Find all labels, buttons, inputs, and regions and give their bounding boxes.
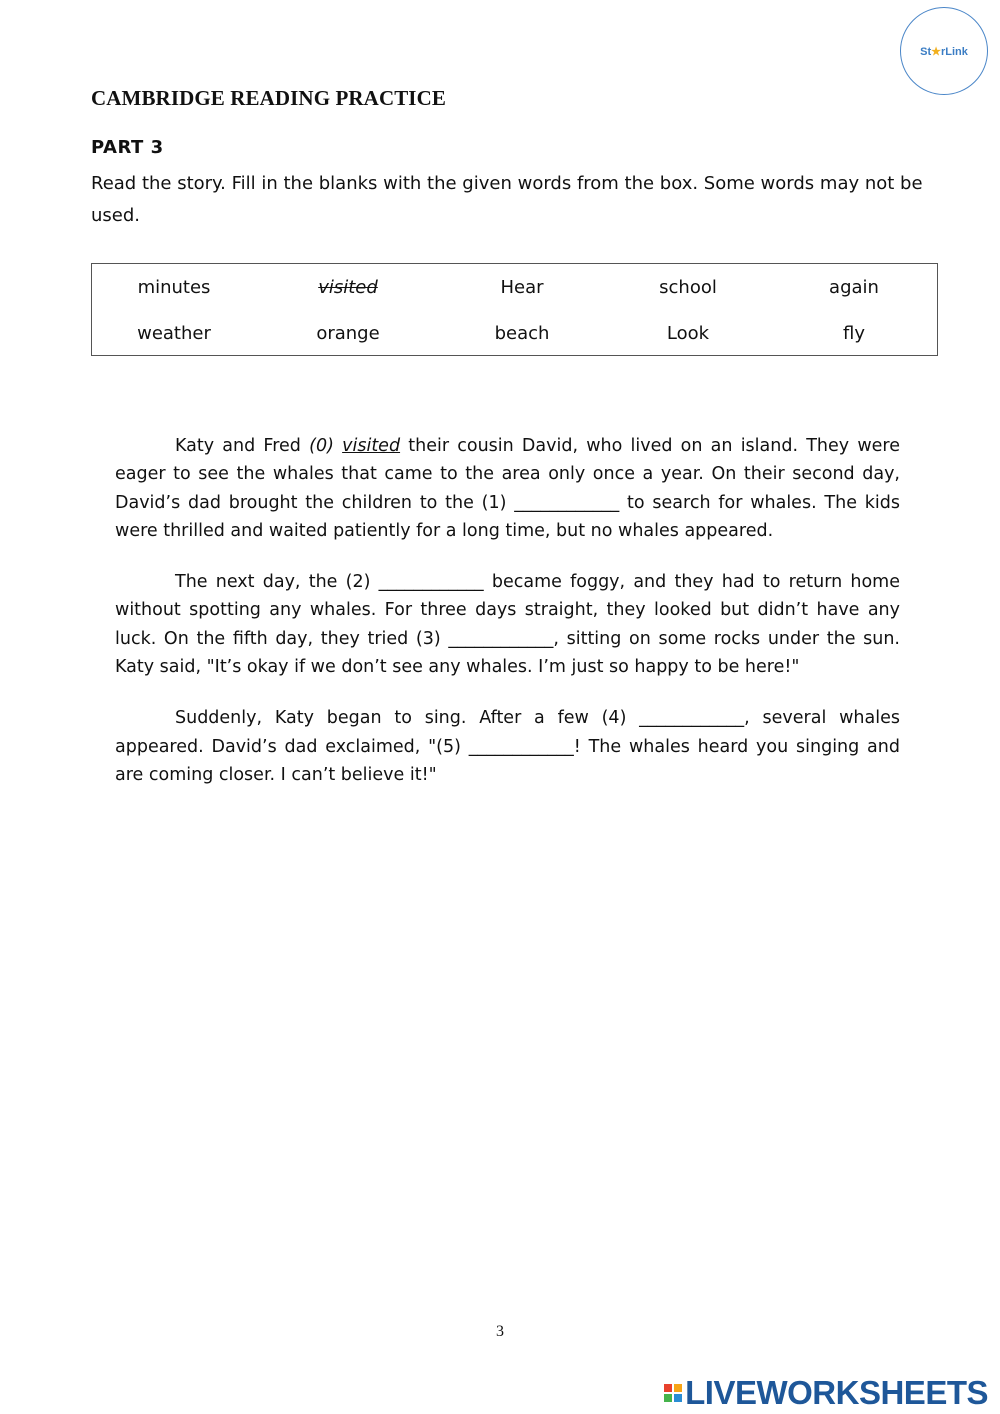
word-option: weather [137, 323, 211, 344]
icon-square [664, 1384, 672, 1392]
document-title: CAMBRIDGE READING PRACTICE [91, 86, 446, 110]
story-paragraph-2: The next day, the (2) ____________ became foggy, and they had to return home without spotting any whales. For three days straight, they looked but didn’t have any luck. On the fifth day, they tried (3) ____________, sitting on some rocks under the sun. Katy said, "It’s okay if we don’t see any whales. I’m just so happy to be here!" [115, 572, 900, 678]
word-row-1 [92, 273, 937, 303]
word-option: Look [666, 323, 710, 344]
star-icon: ★ [931, 45, 941, 58]
part-label: PART 3 [91, 137, 164, 158]
word-option: orange [316, 323, 380, 344]
starlink-logo-text: St★rLink [920, 45, 968, 58]
story [115, 432, 900, 812]
word-option-crossed-example: visited [318, 277, 378, 298]
word-option: school [659, 277, 717, 298]
word-option: fly [843, 323, 865, 344]
page-number: 3 [496, 1323, 504, 1340]
example-answer: visited [342, 436, 401, 456]
icon-square [674, 1384, 682, 1392]
icon-square [664, 1394, 672, 1402]
starlink-logo [900, 7, 988, 95]
word-option: Hear [500, 277, 544, 298]
icon-square [674, 1394, 682, 1402]
word-option: beach [494, 323, 550, 344]
example-number: (0) [309, 436, 334, 456]
word-option: minutes [137, 277, 211, 298]
liveworksheets-watermark [664, 1374, 988, 1412]
story-paragraph-1: Katy and Fred (0) visited their cousin David, who lived on an island. They were eager to see the whales that came to the area only once a year. On their second day, David’s dad brought the children to the (1) ____________ to search for whales. The kids were thrilled and waited patiently for a long time, but no whales appeared. [115, 436, 900, 541]
liveworksheets-text: LIVEWORKSHEETS [685, 1374, 988, 1411]
liveworksheets-logo-icon [664, 1384, 682, 1402]
word-box [91, 263, 938, 356]
instructions: Read the story. Fill in the blanks with the given words from the box. Some words may not be used. [91, 173, 923, 226]
word-row-2 [92, 319, 937, 349]
story-paragraph-3: Suddenly, Katy began to sing. After a few (4) ____________, several whales appeared. David’s dad exclaimed, "(5) ____________! The whales heard you singing and are coming closer. I can’t believe it!" [115, 708, 900, 785]
word-option: again [829, 277, 879, 298]
